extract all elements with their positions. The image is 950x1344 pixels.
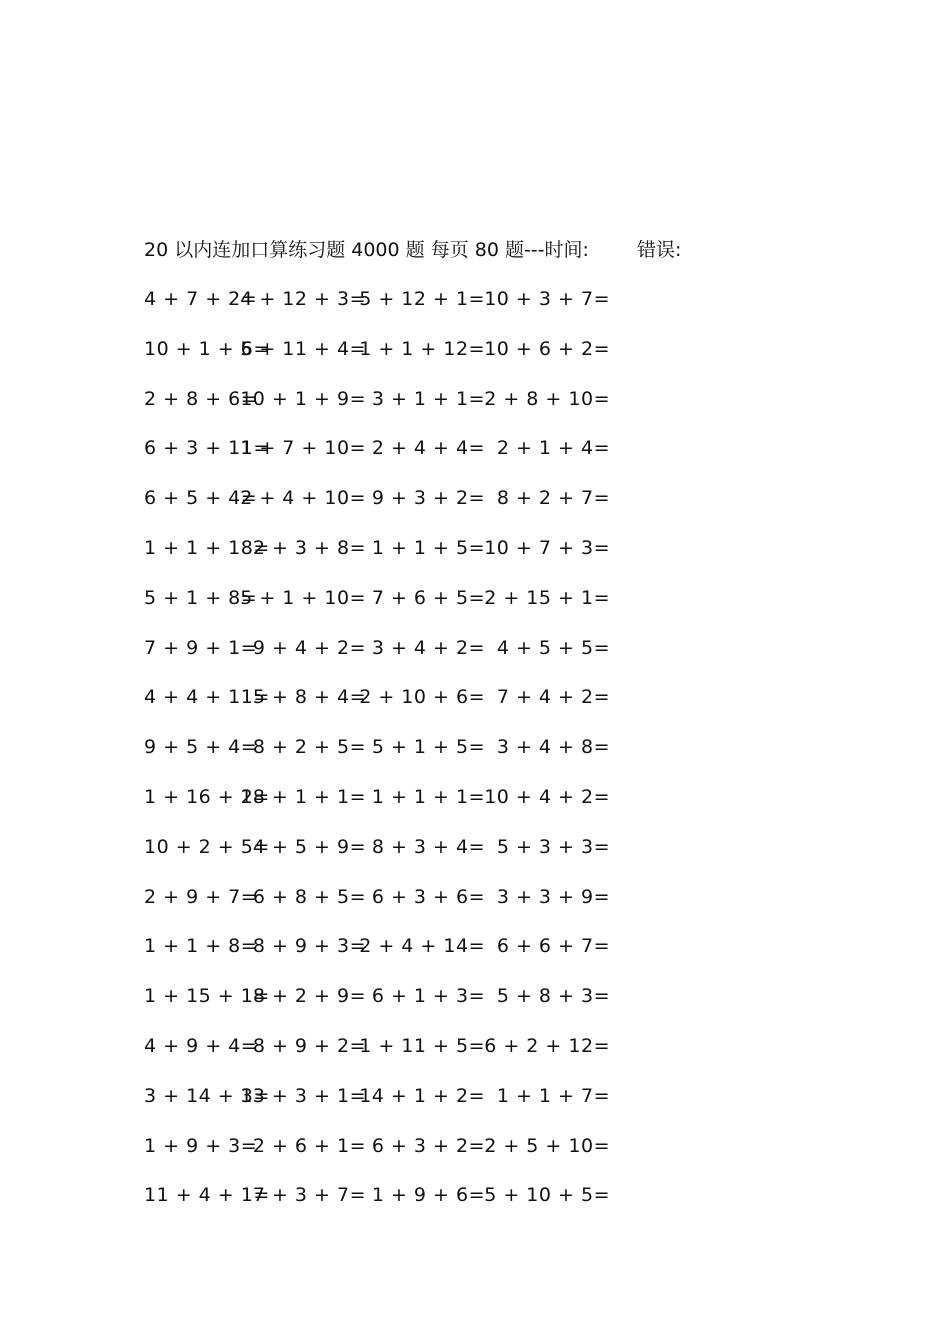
problem-cell: 5 + 1 + 5= xyxy=(371,736,485,759)
problem-cell: 8 + 9 + 3= xyxy=(252,935,366,958)
problem-cell: 3 + 4 + 8= xyxy=(496,736,610,759)
problem-cell: 8 + 2 + 5= xyxy=(252,736,366,759)
problem-cell: 8 + 2 + 7= xyxy=(496,487,610,510)
problem-cell: 4 + 4 + 11= xyxy=(144,686,270,709)
problem-cell: 4 + 7 + 2= xyxy=(144,288,258,310)
problem-cell: 9 + 3 + 2= xyxy=(371,487,485,510)
problem-cell: 1 + 15 + 1= xyxy=(144,985,270,1008)
problem-cell: 2 + 9 + 7= xyxy=(144,885,258,908)
problem-cell: 3 + 14 + 3= xyxy=(144,1084,270,1107)
problem-cell: 6 + 6 + 7= xyxy=(496,935,610,958)
problem-cell: 6 + 1 + 3= xyxy=(371,985,485,1008)
problem-cell: 7 + 3 + 7= xyxy=(252,1184,366,1207)
problem-cell: 6 + 8 + 5= xyxy=(252,885,366,908)
problem-cell: 10 + 1 + 9= xyxy=(240,387,366,410)
problem-cell: 5 + 12 + 1= xyxy=(359,288,485,310)
problem-cell: 5 + 11 + 4= xyxy=(240,337,366,360)
problem-cell: 10 + 3 + 7= xyxy=(484,288,610,310)
problem-cell: 4 + 5 + 9= xyxy=(252,835,366,858)
problem-cell: 1 + 7 + 10= xyxy=(240,437,366,460)
problem-cell: 1 + 11 + 5= xyxy=(359,1034,485,1057)
problem-cell: 5 + 1 + 8= xyxy=(144,586,258,609)
problem-cell: 3 + 3 + 9= xyxy=(496,885,610,908)
problem-cell: 6 + 3 + 11= xyxy=(144,437,270,460)
problem-cell: 2 + 1 + 4= xyxy=(496,437,610,460)
problem-cell: 1 + 1 + 12= xyxy=(359,337,485,360)
problem-cell: 1 + 1 + 8= xyxy=(144,935,258,958)
problem-cell: 13 + 3 + 1= xyxy=(240,1084,366,1107)
problem-cell: 5 + 1 + 10= xyxy=(240,586,366,609)
problem-cell: 2 + 5 + 10= xyxy=(484,1134,610,1157)
problem-cell: 2 + 15 + 1= xyxy=(484,586,610,609)
problem-cell: 6 + 2 + 12= xyxy=(484,1034,610,1057)
problem-cell: 5 + 10 + 5= xyxy=(484,1184,610,1207)
problem-cell: 11 + 4 + 1= xyxy=(144,1184,270,1207)
problem-cell: 6 + 5 + 4= xyxy=(144,487,258,510)
problem-cell: 6 + 3 + 2= xyxy=(371,1134,485,1157)
problem-cell: 1 + 9 + 3= xyxy=(144,1134,258,1157)
problem-cell: 7 + 6 + 5= xyxy=(371,586,485,609)
problem-cell: 7 + 4 + 2= xyxy=(496,686,610,709)
problem-cell: 18 + 1 + 1= xyxy=(240,785,366,808)
problem-cell: 2 + 3 + 8= xyxy=(252,536,366,559)
problem-cell: 9 + 5 + 4= xyxy=(144,736,258,759)
problem-cell: 2 + 4 + 4= xyxy=(371,437,485,460)
worksheet-title: 20 以内连加口算练习题 4000 题 每页 80 题---时间: xyxy=(144,239,589,261)
problem-cell: 8 + 3 + 4= xyxy=(371,835,485,858)
problem-cell: 2 + 4 + 14= xyxy=(359,935,485,958)
problem-cell: 9 + 4 + 2= xyxy=(252,636,366,659)
problem-cell: 1 + 9 + 6= xyxy=(371,1184,485,1207)
problem-cell: 5 + 3 + 3= xyxy=(496,835,610,858)
problem-cell: 1 + 1 + 5= xyxy=(371,536,485,559)
problem-cell: 10 + 7 + 3= xyxy=(484,536,610,559)
errors-label: 错误: xyxy=(637,239,682,261)
problem-cell: 10 + 2 + 5= xyxy=(144,835,270,858)
problem-cell: 8 + 2 + 9= xyxy=(252,985,366,1008)
problem-cell: 7 + 9 + 1= xyxy=(144,636,258,659)
problem-cell: 4 + 12 + 3= xyxy=(240,288,366,310)
problem-cell: 2 + 4 + 10= xyxy=(240,487,366,510)
problem-cell: 1 + 1 + 1= xyxy=(371,785,485,808)
problem-cell: 10 + 1 + 6= xyxy=(144,337,270,360)
worksheet-header xyxy=(144,236,682,264)
problem-cell: 8 + 9 + 2= xyxy=(252,1034,366,1057)
problem-cell: 1 + 1 + 7= xyxy=(496,1084,610,1107)
problem-cell: 2 + 10 + 6= xyxy=(359,686,485,709)
problem-cell: 5 + 8 + 3= xyxy=(496,985,610,1008)
problem-cell: 3 + 1 + 1= xyxy=(371,387,485,410)
problem-cell: 1 + 1 + 18= xyxy=(144,536,270,559)
problem-cell: 2 + 8 + 6= xyxy=(144,387,258,410)
problem-cell: 2 + 6 + 1= xyxy=(252,1134,366,1157)
problem-cell: 4 + 9 + 4= xyxy=(144,1034,258,1057)
problem-cell: 4 + 5 + 5= xyxy=(496,636,610,659)
problem-cell: 10 + 4 + 2= xyxy=(484,785,610,808)
problem-cell: 5 + 8 + 4= xyxy=(252,686,366,709)
problem-cell: 6 + 3 + 6= xyxy=(371,885,485,908)
problem-cell: 10 + 6 + 2= xyxy=(484,337,610,360)
problem-cell: 3 + 4 + 2= xyxy=(371,636,485,659)
problem-cell: 14 + 1 + 2= xyxy=(359,1084,485,1107)
problem-cell: 2 + 8 + 10= xyxy=(484,387,610,410)
problem-cell: 1 + 16 + 2= xyxy=(144,785,270,808)
